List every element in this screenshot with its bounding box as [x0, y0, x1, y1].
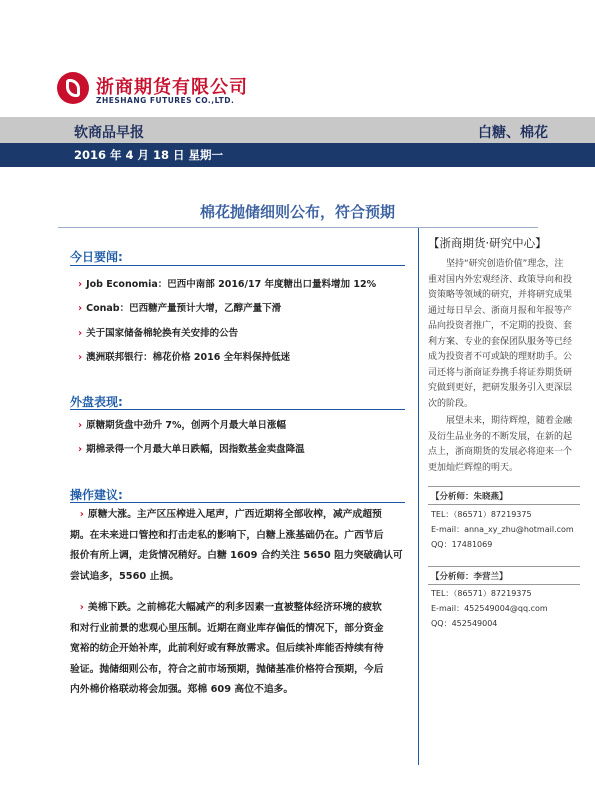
bullet-icon: › — [78, 279, 83, 290]
analyst2-name: 【分析师：李营兰】 — [431, 572, 508, 582]
bullet-icon: › — [78, 420, 83, 431]
advice-title: 操作建议: — [70, 488, 123, 502]
analyst1-name: 【分析师：朱晓燕】 — [431, 492, 508, 502]
list-item: › 原糖期货盘中劲升 7%，创两个月最大单日涨幅 — [78, 420, 287, 431]
overseas-rule — [70, 409, 405, 410]
today-news-title: 今日要闻: — [70, 250, 123, 264]
analyst1-rule-top — [428, 486, 580, 487]
bullet-icon: › — [79, 509, 84, 520]
report-date: 2016 年 4 月 18 日 星期一 — [74, 148, 224, 162]
analyst2-rule-top — [428, 566, 580, 567]
column-divider — [418, 228, 419, 765]
analyst2-qq: QQ：452549004 — [431, 619, 498, 628]
research-intro: 坚持“研究创造价值”理念，注 重对国内外宏观经济、政策导向和投 资策略等领域的研究，并将研究成果 通过每日早会、浙商月报和年报等产 品向投资者推广，不定期的投资、套 利方案、专业的套保团队服务等已经 成为投资者不可或缺的理财助手。公 司还将与浙商证券携手将证券期货研 究做到更好，把研发服务引入更深层 次的阶段。 — [428, 259, 573, 409]
research-outlook: 展望未来，期待辉煌，随着金融 及衍生品业务的不断发展，在新的起 点上，浙商期货的发展必将迎来一个 更加灿烂辉煌的明天。 — [428, 416, 573, 473]
analyst2-rule — [428, 584, 580, 585]
analyst1-tel: TEL：（86571）87219375 — [431, 510, 532, 519]
analyst2-email[interactable]: E-mail：452549004@qq.com — [431, 604, 548, 613]
analyst1-rule — [428, 504, 580, 505]
research-center-title: 【浙商期货·研究中心】 — [428, 236, 547, 250]
bullet-icon: › — [78, 328, 83, 339]
company-logo-icon — [57, 72, 89, 104]
report-category: 白糖、棉花 — [478, 125, 548, 141]
list-item: › 期棉录得一个月最大单日跌幅，因指数基金卖盘降温 — [78, 444, 305, 455]
company-name-en: ZHESHANG FUTURES CO.,LTD. — [96, 96, 235, 105]
sugar-advice: › 原糖大涨。主产区压榨进入尾声，广西近期将全部收榨，减产成超预 期。在未来进口管控和打击走私的影响下，白糖上涨基础仍在。广西节后 报价有所上调，走货情况稍好。白糖 1609 合约关注 5650 阻力突破确认可 尝试追多，5560 止损。 — [70, 509, 403, 582]
overseas-title: 外盘表现: — [70, 395, 123, 409]
analyst2-tel: TEL：（86571）87219375 — [431, 589, 532, 598]
bullet-icon: › — [79, 602, 84, 613]
cotton-advice: › 美棉下跌。之前棉花大幅减产的利多因素一直被整体经济环境的疲软 和对行业前景的悲观心里压制。近期在商业库存偏低的情况下，部分资金 宽裕的纺企开始补库，此前利好或有释放需求。但后续补库能否持续有待 验证。抛储细则公布，符合之前市场预期，抛储基准价格符合预期，今后 内外棉价格联动将会加强。郑棉 609 高位不追多。 — [70, 602, 384, 695]
list-item: › 澳洲联邦银行：棉花价格 2016 全年料保持低迷 — [78, 352, 291, 363]
headline-divider — [58, 227, 538, 228]
bullet-icon: › — [78, 352, 83, 363]
list-item: › Job Economia：巴西中南部 2016/17 年度糖出口量料增加 12% — [78, 279, 377, 290]
analyst1-email[interactable]: E-mail：anna_xy_zhu@hotmail.com — [431, 525, 574, 534]
advice-rule — [70, 502, 405, 503]
analyst1-qq: QQ：17481069 — [431, 540, 493, 549]
today-news-rule — [70, 265, 405, 266]
list-item: › Conab：巴西糖产量预计大增，乙醇产量下滑 — [78, 303, 282, 314]
bullet-icon: › — [78, 444, 83, 455]
bullet-icon: › — [78, 303, 83, 314]
company-name-cn: 浙商期货有限公司 — [96, 77, 248, 98]
headline: 棉花抛储细则公布，符合预期 — [199, 203, 395, 221]
report-type: 软商品早报 — [74, 125, 144, 141]
list-item: › 关于国家储备棉轮换有关安排的公告 — [78, 328, 239, 339]
